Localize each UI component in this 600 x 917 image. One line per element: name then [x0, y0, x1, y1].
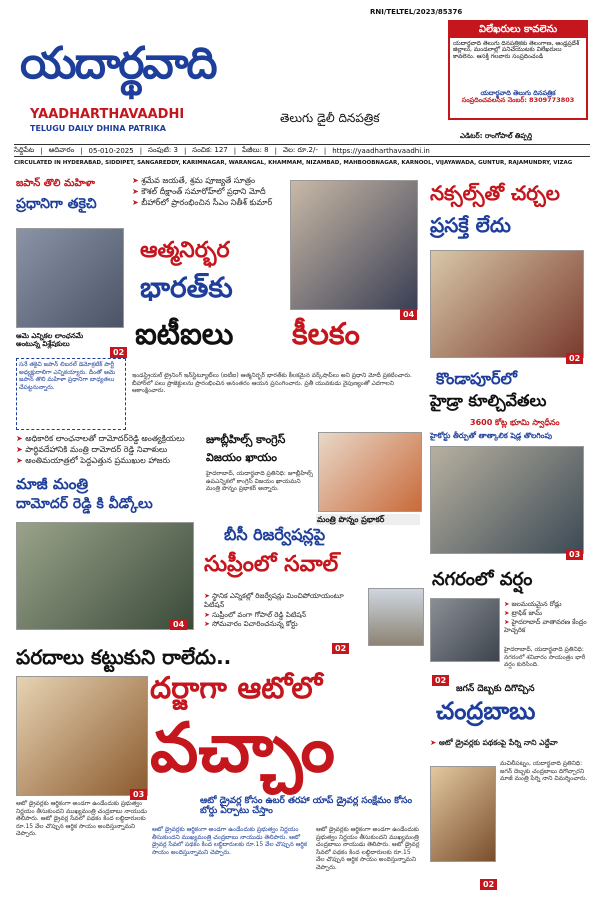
amit-shah-photo: [430, 250, 584, 358]
english-tagline: TELUGU DAILY DHINA PATRIKA: [30, 124, 166, 133]
damodar-headline-2: దామోదర్ రెడ్డి కి వీడ్కోలు: [16, 496, 153, 512]
modi-headline-4: కీలకం: [292, 317, 360, 352]
naidu-body-3: ఆటో డ్రైవర్లకు ఆర్థికంగా అండగా ఉండేందుకు ప్రభుత్వం నిర్ణయం తీసుకుందని ముఖ్యమంత్రి చంద్రబాబు నాయుడు తెలిపారు. ఆటో డ్రైవర్ల సేవలో పథకం కింద లబ్ధిదారులకు రూ.15 వేల చొప్పున ఆర్థిక సాయం అందిస్తున్నామని చెప్పారు.: [316, 826, 420, 871]
modi-page: 04: [400, 302, 417, 321]
kondapur-headline-2: హైడ్రా కూల్చివేతలు: [430, 391, 547, 410]
naidu-headline-1: దర్జాగా ఆటోలో: [150, 671, 323, 706]
jubilee-headline-2: విజయం ఖాయం: [206, 451, 277, 464]
bc-bullet: ➤ స్థానిక ఎన్నికల్లో రిజర్వేషన్లు మించిపోయాయంటూ పిటిషన్: [204, 592, 364, 611]
info-day: ఆదివారం: [48, 145, 75, 154]
funeral-photo: [16, 522, 194, 630]
japan-kicker: జపాన్ తొలి మహిళా: [16, 178, 95, 189]
ponnam-photo: [318, 432, 422, 512]
ad-box: [448, 20, 588, 120]
naidu-body: ఆటో డ్రైవర్లకు ఆర్థికంగా అండగా ఉండేందుకు ప్రభుత్వం నిర్ణయం తీసుకుందని ముఖ్యమంత్రి చంద్రబాబు నాయుడు తెలిపారు. ఆటో డ్రైవర్ల సేవలో పథకం కింద లబ్ధిదారులకు రూ.15 వేల చొప్పున ఆర్థిక సాయం అందిస్తున్నామని చెప్పారు.: [16, 800, 147, 837]
info-price: వెల: రూ.2/-: [282, 145, 318, 154]
jagan-bullet: ➤ ఆటో డ్రైవర్లకు పథకంపై పేర్ని నాని ఎద్దేవా: [430, 738, 590, 748]
rain-headline: నగరంలో వర్షం: [432, 569, 533, 590]
jagan-bullet-wrap: [430, 738, 590, 748]
jagan-kicker: జగన్ దెబ్బకు దిగొచ్చిన: [456, 684, 535, 694]
jagan-body: మచిలీపట్నం, యదార్థవాది ప్రతినిధి: జగన్ దెబ్బకు చంద్రబాబు దిగొచ్చారని మాజీ మంత్రి పేర్ని నాని విమర్శించారు.: [500, 760, 588, 782]
rain-bullet: ➤ జలమయమైన రోడ్లు: [504, 600, 590, 609]
japan-page: 02: [110, 340, 127, 359]
info-pages: పేజీలు: 8: [242, 145, 269, 154]
bc-headline-1: బీసీ రిజర్వేషన్లపై: [224, 525, 326, 544]
modi-bullet: ➤ బీహార్‌లో ప్రారంభించిన సీఎం నితీశ్ కుమార్: [132, 198, 332, 209]
kondapur-page: 03: [566, 542, 583, 561]
kondapur-sub2: హైకోర్టు తీర్పుతో తాత్కాలిక షెడ్ల తొలగింపు: [430, 431, 552, 440]
info-city: సిద్దిపేట: [14, 145, 35, 154]
editor-name: ఎడిటర్: రాంగోపాల్ తిప్పర్తి: [460, 132, 533, 140]
ad-phone: సంప్రదించవలసిన నెంబర్: 8309773803: [461, 95, 575, 104]
rain-bullet: ➤ హైదరాబాద్ వాతావరణ కేంద్రం హెచ్చరిక: [504, 618, 590, 636]
modi-bullet: ➤ కౌశల్ దీక్షాంత్ సమారోహ్‌లో ప్రధాని మోదీ: [132, 187, 332, 198]
modi-bullet: ➤ శ్రమేవ జయతే, శ్రమ పూజ్యతే సూత్రం: [132, 176, 332, 187]
jubilee-body: హైదరాబాద్, యదార్థవాది ప్రతినిధి: జూబ్లీహిల్స్ ఉపఎన్నికలో కాంగ్రెస్ విజయం ఖాయమని మంత్రి పొన్నం ప్రభాకర్ అన్నారు.: [206, 470, 314, 492]
masthead-logo: యదార్థవాది: [20, 38, 216, 89]
modi-body: ఇండస్ట్రియల్ ట్రైనింగ్ ఇన్‌స్టిట్యూట్‌లు (ఐటీఐ) ఆత్మనిర్భర్ భారత్‌కు కీలకమైన వర్క్‌షాప్‌లు అని ప్రధాని మోదీ ప్రకటించారు. బీహార్‌లో పలు ప్రాజెక్టులను ప్రారంభించిన అనంతరం ఆయన ప్రసంగించారు. ప్రతీ యువకుడు నైపుణ్యంతో ఎదగాలని ఆకాంక్షించారు.: [132, 372, 412, 394]
modi-headline-2: భారత్‌కు: [140, 271, 233, 304]
damodar-headline-1: మాజీ మంత్రి: [16, 475, 89, 493]
info-date: 05-010-2025: [88, 146, 134, 155]
ad-title: విలేఖరులు కావలెను: [450, 22, 586, 38]
telugu-tagline: తెలుగు డైలీ దినపత్రిక: [280, 111, 380, 125]
japan-headline: ప్రధానిగా తకైచి: [16, 196, 97, 212]
naidu-headline-2: వచ్చాం: [150, 709, 335, 788]
modi-headline-3: ఐటీఐలు: [135, 317, 234, 352]
bc-bullet: ➤ సోమవారం విచారించనున్న కోర్టు: [204, 620, 364, 629]
kondapur-sub: 3600 కోట్ల భూమి స్వాధీనం: [470, 418, 560, 427]
naxals-page: 02: [566, 346, 583, 365]
jagan-page: 02: [480, 872, 497, 891]
supreme-court-photo: [368, 588, 424, 646]
jubilee-headline-1: జూబ్లీహిల్స్ కాంగ్రెస్: [206, 433, 286, 446]
bc-headline-2: సుప్రీంలో సవాల్: [204, 552, 339, 577]
bc-bullet: ➤ సుప్రీంలో వంగా గోపాల్ రెడ్డి పిటిషన్: [204, 611, 364, 620]
naidu-deck: ఆటో డ్రైవర్ల కోసం ఉబర్ తరహా యాప్ డ్రైవర్ల సంక్షేమం కోసం బోర్డు ఏర్పాటు చేస్తాం: [200, 796, 413, 817]
naidu-photo: [16, 676, 148, 796]
rain-photo: [430, 598, 500, 662]
japan-caption: ఆమె ఎన్నికల లాంఛనమే అంటున్న విశ్లేషకులు: [16, 332, 84, 349]
modi-headline-1: ఆత్మనిర్భర: [140, 238, 230, 263]
japan-photo: [16, 228, 124, 328]
info-volume: సంపుటి: 3: [148, 145, 178, 154]
rain-bullet: ➤ ట్రాఫిక్ జామ్: [504, 609, 590, 618]
jagan-headline: చంద్రబాబు: [436, 697, 536, 725]
damodar-page: 04: [170, 612, 187, 631]
banner-headline: పరదాలు కట్టుకుని రాలేదు..: [16, 645, 232, 669]
demolition-photo: [430, 446, 584, 554]
circulated-line: CIRCULATED IN HYDERABAD, SIDDIPET, SANGAREDDY, KARIMNAGAR, WARANGAL, KHAMMAM, NIZAMBAD, MAHBOOBNAGAR, KARNOOL, VIJAYAWADA, GUNTUR, RAJAMUNDRY, VIZAG: [14, 160, 573, 166]
jubilee-caption: మంత్రి పొన్నం ప్రభాకర్: [316, 514, 420, 525]
rain-page: 02: [432, 668, 449, 687]
naxals-headline-2: ప్రసక్తే లేదు: [430, 213, 511, 237]
rain-body: హైదరాబాద్, యదార్థవాది ప్రతినిధి: నగరంలో శనివారం సాయంత్రం భారీ వర్షం కురిసింది.: [504, 646, 586, 668]
modi-photo: [290, 180, 418, 310]
info-issue: సంచిక: 127: [192, 145, 228, 154]
damodar-bullet: ➤ అధికారిక లాంఛనాలతో దామోదర్‌రెడ్డి అంత్యక్రియలు: [16, 434, 316, 445]
bc-bullets: [204, 592, 364, 630]
english-name: YAADHARTHAVAADHI: [30, 107, 185, 122]
rain-bullets: [504, 600, 590, 635]
naidu-body-2: ఆటో డ్రైవర్లకు ఆర్థికంగా అండగా ఉండేందుకు ప్రభుత్వం నిర్ణయం తీసుకుందని ముఖ్యమంత్రి చంద్రబాబు నాయుడు తెలిపారు. ఆటో డ్రైవర్ల సేవలో పథకం కింద లబ్ధిదారులకు రూ.15 వేల చొప్పున ఆర్థిక సాయం అందిస్తున్నామని చెప్పారు.: [152, 826, 308, 856]
naxals-headline-1: నక్సల్స్‌తో చర్చల: [430, 181, 560, 205]
bc-page: 02: [332, 636, 349, 655]
rni-number: RNI/TELTEL/2023/85376: [370, 8, 463, 16]
info-bar: సిద్దిపేట | ఆదివారం | 05-010-2025 | సంపుటి: 3 | సంచిక: 127 | పేజీలు: 8 | వెల: రూ.2/- | https://yaadharthavaadhi.in: [14, 144, 590, 157]
naidu-page: 03: [130, 782, 147, 801]
ad-body: యదార్థవాది తెలుగు దినపత్రికకు తెలంగాణ, ఆంధ్రప్రదేశ్ జిల్లాలు, మండలాల్లో పనిచేయుటకు విలేఖరులు కావలెను. ఆసక్తి గలవారు సంప్రదించండి: [453, 39, 580, 61]
info-website[interactable]: https://yaadharthavaadhi.in: [332, 146, 430, 155]
damodar-bullet: ➤ అంతిమయాత్రలో పెద్దఎత్తున ప్రముఖుల హాజరు: [16, 456, 316, 467]
perni-nani-photo: [430, 766, 496, 862]
japan-body: సనే తకైచి జపాన్ లిబరల్ డెమోక్రటిక్ పార్టీ అధ్యక్షురాలిగా ఎన్నికయ్యారు. దీంతో ఆమె జపాన్ తొలి మహిళా ప్రధానిగా బాధ్యతలు చేపట్టనున్నారు.: [16, 358, 126, 430]
damodar-bullet: ➤ పార్థివదేహానికి మంత్రి దామోదర్ రెడ్డి నివాళులు: [16, 445, 316, 456]
ad-footer: యదార్థవాది తెలుగు దినపత్రిక: [480, 88, 556, 97]
kondapur-headline-1: కొండాపూర్‌లో: [436, 369, 517, 388]
